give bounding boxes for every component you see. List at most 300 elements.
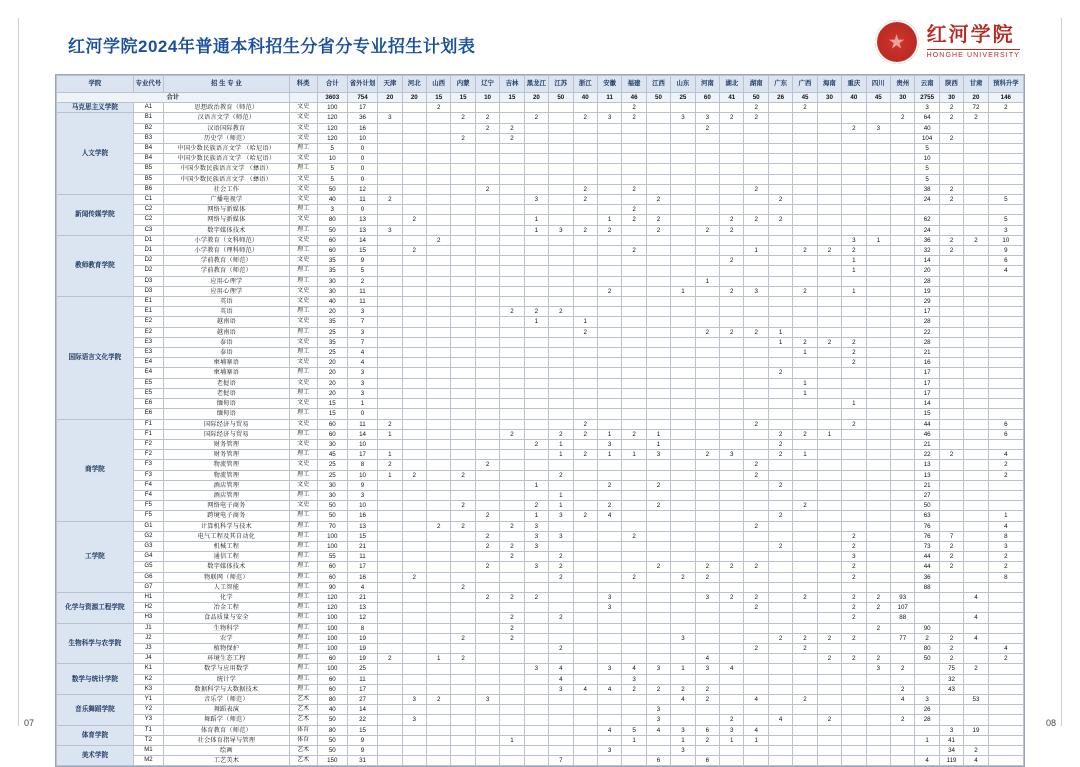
table-row bbox=[57, 674, 1024, 684]
province-quota-cell: 2 bbox=[402, 215, 426, 225]
province-quota-cell: 2 bbox=[842, 633, 866, 643]
total-cell: 2755 bbox=[915, 93, 939, 103]
province-quota-cell bbox=[768, 235, 792, 245]
province-quota-cell bbox=[597, 552, 621, 562]
province-quota-cell: 2 bbox=[475, 511, 499, 521]
province-quota-cell bbox=[817, 327, 841, 337]
province-quota-cell bbox=[793, 756, 817, 766]
major-code-cell: F3 bbox=[133, 470, 163, 480]
table-row bbox=[57, 511, 1024, 521]
total-plan-cell: 80 bbox=[317, 725, 347, 735]
province-quota-cell bbox=[671, 235, 695, 245]
province-quota-cell bbox=[866, 378, 890, 388]
province-quota-cell bbox=[646, 103, 670, 113]
province-quota-cell bbox=[622, 501, 646, 511]
province-quota-cell bbox=[842, 225, 866, 235]
province-quota-cell bbox=[524, 572, 548, 582]
province-quota-cell bbox=[988, 715, 1023, 725]
province-quota-cell bbox=[720, 378, 744, 388]
province-quota-cell bbox=[622, 368, 646, 378]
province-quota-cell bbox=[500, 174, 524, 184]
province-quota-cell bbox=[695, 603, 719, 613]
province-quota-cell: 2 bbox=[475, 592, 499, 602]
total-plan-cell: 100 bbox=[317, 633, 347, 643]
province-quota-cell bbox=[402, 225, 426, 235]
total-plan-cell: 120 bbox=[317, 133, 347, 143]
province-quota-cell bbox=[451, 144, 475, 154]
province-quota-cell bbox=[426, 480, 450, 490]
province-quota-cell: 2 bbox=[768, 215, 792, 225]
province-quota-cell bbox=[451, 746, 475, 756]
province-quota-cell bbox=[646, 327, 670, 337]
province-quota-cell bbox=[866, 399, 890, 409]
table-row bbox=[57, 746, 1024, 756]
province-quota-cell bbox=[817, 399, 841, 409]
province-quota-cell bbox=[378, 480, 402, 490]
table-column-header: 天津 bbox=[378, 76, 402, 93]
province-quota-cell bbox=[744, 715, 768, 725]
logo-name-en: HONGHE UNIVERSITY bbox=[926, 52, 1020, 60]
subject-category-cell: 文史 bbox=[289, 297, 317, 307]
province-quota-cell bbox=[866, 572, 890, 582]
total-plan-cell: 60 bbox=[317, 562, 347, 572]
province-quota-cell: 2 bbox=[695, 562, 719, 572]
province-quota-cell bbox=[646, 521, 670, 531]
total-plan-cell: 60 bbox=[317, 654, 347, 664]
province-quota-cell bbox=[524, 450, 548, 460]
province-quota-cell: 2 bbox=[451, 633, 475, 643]
subject-category-cell: 理工 bbox=[289, 582, 317, 592]
province-quota-cell bbox=[378, 541, 402, 551]
province-quota-cell bbox=[475, 399, 499, 409]
province-quota-cell bbox=[451, 511, 475, 521]
province-quota-cell: 2 bbox=[964, 235, 988, 245]
province-quota-cell bbox=[622, 490, 646, 500]
province-quota-cell: 2 bbox=[744, 603, 768, 613]
province-quota-cell: 2 bbox=[451, 521, 475, 531]
province-quota-cell bbox=[768, 184, 792, 194]
province-quota-cell bbox=[500, 164, 524, 174]
province-quota-cell bbox=[891, 103, 915, 113]
province-quota-cell: 2 bbox=[451, 654, 475, 664]
province-quota-cell bbox=[549, 154, 573, 164]
province-quota-cell bbox=[524, 613, 548, 623]
province-quota-cell bbox=[915, 664, 939, 674]
province-quota-cell bbox=[891, 276, 915, 286]
province-quota-cell: 3 bbox=[671, 725, 695, 735]
province-quota-cell bbox=[988, 297, 1023, 307]
major-code-cell: M1 bbox=[133, 746, 163, 756]
province-quota-cell: 2 bbox=[573, 429, 597, 439]
province-quota-cell bbox=[500, 674, 524, 684]
subject-category-cell: 理工 bbox=[289, 164, 317, 174]
total-cell: 45 bbox=[866, 93, 890, 103]
table-row bbox=[57, 348, 1024, 358]
province-quota-cell: 73 bbox=[915, 541, 939, 551]
out-of-province-plan-cell: 8 bbox=[347, 460, 377, 470]
province-quota-cell bbox=[378, 307, 402, 317]
major-code-cell: B4 bbox=[133, 144, 163, 154]
table-row bbox=[57, 562, 1024, 572]
province-quota-cell: 2 bbox=[842, 531, 866, 541]
province-quota-cell bbox=[891, 317, 915, 327]
province-quota-cell: 2 bbox=[646, 684, 670, 694]
province-quota-cell bbox=[524, 409, 548, 419]
major-name-cell: 泰语 bbox=[164, 348, 290, 358]
total-plan-cell: 30 bbox=[317, 286, 347, 296]
total-plan-cell: 120 bbox=[317, 603, 347, 613]
out-of-province-plan-cell: 11 bbox=[347, 195, 377, 205]
province-quota-cell: 34 bbox=[939, 746, 963, 756]
province-quota-cell bbox=[744, 746, 768, 756]
major-name-cell: 老挝语 bbox=[164, 378, 290, 388]
table-row bbox=[57, 399, 1024, 409]
total-cell: 46 bbox=[622, 93, 646, 103]
province-quota-cell bbox=[451, 368, 475, 378]
subject-category-cell: 理工 bbox=[289, 144, 317, 154]
subject-category-cell: 艺术 bbox=[289, 746, 317, 756]
province-quota-cell: 24 bbox=[915, 195, 939, 205]
province-quota-cell: 4 bbox=[964, 633, 988, 643]
major-code-cell: H3 bbox=[133, 613, 163, 623]
province-quota-cell bbox=[549, 715, 573, 725]
province-quota-cell bbox=[500, 470, 524, 480]
province-quota-cell bbox=[866, 582, 890, 592]
province-quota-cell: 2 bbox=[744, 643, 768, 653]
province-quota-cell bbox=[891, 521, 915, 531]
province-quota-cell: 44 bbox=[915, 562, 939, 572]
province-quota-cell bbox=[817, 154, 841, 164]
province-quota-cell: 2 bbox=[622, 246, 646, 256]
province-quota-cell bbox=[524, 674, 548, 684]
province-quota-cell bbox=[500, 582, 524, 592]
province-quota-cell bbox=[378, 399, 402, 409]
province-quota-cell: 1 bbox=[768, 337, 792, 347]
province-quota-cell bbox=[768, 613, 792, 623]
province-quota-cell: 1 bbox=[573, 317, 597, 327]
province-quota-cell bbox=[451, 756, 475, 766]
province-quota-cell: 2 bbox=[744, 470, 768, 480]
province-quota-cell bbox=[426, 409, 450, 419]
subject-category-cell: 理工 bbox=[289, 388, 317, 398]
major-name-cell: 数学与应用数学 bbox=[164, 664, 290, 674]
province-quota-cell: 3 bbox=[524, 541, 548, 551]
major-name-cell: 泰语 bbox=[164, 337, 290, 347]
major-code-cell: F3 bbox=[133, 460, 163, 470]
province-quota-cell bbox=[549, 358, 573, 368]
major-code-cell: E1 bbox=[133, 307, 163, 317]
province-quota-cell: 2 bbox=[549, 307, 573, 317]
province-quota-cell bbox=[720, 297, 744, 307]
province-quota-cell bbox=[573, 337, 597, 347]
province-quota-cell bbox=[939, 399, 963, 409]
out-of-province-plan-cell: 4 bbox=[347, 358, 377, 368]
province-quota-cell: 2 bbox=[744, 215, 768, 225]
province-quota-cell: 44 bbox=[915, 419, 939, 429]
province-quota-cell bbox=[842, 297, 866, 307]
province-quota-cell: 2 bbox=[500, 307, 524, 317]
province-quota-cell: 17 bbox=[915, 388, 939, 398]
province-quota-cell bbox=[939, 694, 963, 704]
province-quota-cell bbox=[524, 756, 548, 766]
province-quota-cell bbox=[939, 603, 963, 613]
province-quota-cell: 2 bbox=[573, 327, 597, 337]
total-plan-cell: 40 bbox=[317, 705, 347, 715]
province-quota-cell: 2 bbox=[622, 684, 646, 694]
province-quota-cell bbox=[695, 613, 719, 623]
province-quota-cell bbox=[964, 409, 988, 419]
province-quota-cell bbox=[451, 613, 475, 623]
college-name-cell: 新闻传媒学院 bbox=[57, 195, 134, 236]
province-quota-cell bbox=[720, 266, 744, 276]
province-quota-cell bbox=[964, 164, 988, 174]
province-quota-cell bbox=[768, 460, 792, 470]
subject-category-cell: 理工 bbox=[289, 572, 317, 582]
province-quota-cell bbox=[671, 429, 695, 439]
province-quota-cell: 2 bbox=[939, 184, 963, 194]
province-quota-cell bbox=[402, 450, 426, 460]
province-quota-cell bbox=[891, 368, 915, 378]
province-quota-cell bbox=[891, 419, 915, 429]
province-quota-cell bbox=[866, 144, 890, 154]
province-quota-cell bbox=[622, 460, 646, 470]
major-name-cell: 数字媒体技术 bbox=[164, 225, 290, 235]
province-quota-cell bbox=[964, 450, 988, 460]
province-quota-cell bbox=[549, 103, 573, 113]
province-quota-cell bbox=[842, 521, 866, 531]
province-quota-cell bbox=[695, 439, 719, 449]
province-quota-cell bbox=[402, 664, 426, 674]
subject-category-cell: 文史 bbox=[289, 256, 317, 266]
province-quota-cell: 2 bbox=[549, 552, 573, 562]
province-quota-cell bbox=[597, 572, 621, 582]
province-quota-cell: 88 bbox=[891, 613, 915, 623]
province-quota-cell bbox=[988, 664, 1023, 674]
province-quota-cell: 3 bbox=[646, 450, 670, 460]
province-quota-cell: 1 bbox=[597, 429, 621, 439]
out-of-province-plan-cell: 9 bbox=[347, 480, 377, 490]
province-quota-cell bbox=[573, 664, 597, 674]
province-quota-cell bbox=[842, 480, 866, 490]
province-quota-cell: 4 bbox=[915, 756, 939, 766]
province-quota-cell bbox=[768, 307, 792, 317]
subject-category-cell: 理工 bbox=[289, 429, 317, 439]
province-quota-cell bbox=[964, 582, 988, 592]
province-quota-cell: 9 bbox=[988, 246, 1023, 256]
province-quota-cell bbox=[793, 419, 817, 429]
province-quota-cell bbox=[964, 133, 988, 143]
province-quota-cell bbox=[475, 623, 499, 633]
province-quota-cell bbox=[475, 154, 499, 164]
province-quota-cell: 2 bbox=[842, 592, 866, 602]
province-quota-cell bbox=[378, 684, 402, 694]
province-quota-cell bbox=[475, 348, 499, 358]
province-quota-cell bbox=[964, 144, 988, 154]
province-quota-cell bbox=[817, 133, 841, 143]
table-column-header: 江西 bbox=[646, 76, 670, 93]
province-quota-cell bbox=[646, 674, 670, 684]
province-quota-cell bbox=[378, 694, 402, 704]
total-plan-cell: 120 bbox=[317, 123, 347, 133]
province-quota-cell bbox=[378, 603, 402, 613]
province-quota-cell: 3 bbox=[695, 113, 719, 123]
province-quota-cell bbox=[475, 439, 499, 449]
province-quota-cell bbox=[573, 399, 597, 409]
province-quota-cell: 21 bbox=[915, 439, 939, 449]
province-quota-cell bbox=[744, 297, 768, 307]
province-quota-cell bbox=[524, 348, 548, 358]
province-quota-cell: 2 bbox=[671, 684, 695, 694]
major-name-cell: 舞蹈学（师范） bbox=[164, 715, 290, 725]
province-quota-cell bbox=[720, 613, 744, 623]
table-row bbox=[57, 276, 1024, 286]
province-quota-cell bbox=[475, 603, 499, 613]
province-quota-cell bbox=[622, 235, 646, 245]
province-quota-cell bbox=[475, 164, 499, 174]
province-quota-cell bbox=[988, 439, 1023, 449]
province-quota-cell: 2 bbox=[549, 613, 573, 623]
province-quota-cell bbox=[768, 664, 792, 674]
table-column-header: 科类 bbox=[289, 76, 317, 93]
province-quota-cell bbox=[768, 694, 792, 704]
province-quota-cell: 2 bbox=[695, 684, 719, 694]
table-column-header: 甘肃 bbox=[964, 76, 988, 93]
province-quota-cell: 4 bbox=[695, 654, 719, 664]
province-quota-cell bbox=[646, 746, 670, 756]
province-quota-cell: 2 bbox=[695, 572, 719, 582]
province-quota-cell: 88 bbox=[915, 582, 939, 592]
total-plan-cell: 40 bbox=[317, 195, 347, 205]
province-quota-cell: 2 bbox=[988, 552, 1023, 562]
province-quota-cell bbox=[720, 501, 744, 511]
province-quota-cell bbox=[622, 378, 646, 388]
province-quota-cell bbox=[720, 184, 744, 194]
province-quota-cell: 2 bbox=[500, 592, 524, 602]
province-quota-cell bbox=[475, 429, 499, 439]
province-quota-cell bbox=[500, 348, 524, 358]
province-quota-cell bbox=[622, 388, 646, 398]
out-of-province-plan-cell: 1 bbox=[347, 399, 377, 409]
province-quota-cell bbox=[793, 654, 817, 664]
province-quota-cell bbox=[720, 521, 744, 531]
province-quota-cell bbox=[402, 317, 426, 327]
province-quota-cell bbox=[744, 664, 768, 674]
province-quota-cell bbox=[622, 511, 646, 521]
province-quota-cell: 2 bbox=[793, 337, 817, 347]
province-quota-cell bbox=[866, 694, 890, 704]
province-quota-cell bbox=[451, 205, 475, 215]
province-quota-cell: 5 bbox=[622, 725, 646, 735]
out-of-province-plan-cell: 12 bbox=[347, 184, 377, 194]
province-quota-cell: 2 bbox=[378, 419, 402, 429]
province-quota-cell bbox=[988, 623, 1023, 633]
province-quota-cell bbox=[549, 388, 573, 398]
province-quota-cell: 10 bbox=[988, 235, 1023, 245]
major-code-cell: F1 bbox=[133, 429, 163, 439]
major-code-cell: G6 bbox=[133, 572, 163, 582]
out-of-province-plan-cell: 17 bbox=[347, 684, 377, 694]
province-quota-cell bbox=[891, 725, 915, 735]
province-quota-cell: 2 bbox=[866, 603, 890, 613]
province-quota-cell bbox=[475, 297, 499, 307]
province-quota-cell bbox=[866, 613, 890, 623]
province-quota-cell bbox=[573, 439, 597, 449]
province-quota-cell bbox=[866, 225, 890, 235]
out-of-province-plan-cell: 17 bbox=[347, 103, 377, 113]
province-quota-cell bbox=[573, 286, 597, 296]
total-cell: 26 bbox=[768, 93, 792, 103]
province-quota-cell: 2 bbox=[964, 746, 988, 756]
province-quota-cell bbox=[866, 215, 890, 225]
province-quota-cell bbox=[524, 684, 548, 694]
province-quota-cell bbox=[671, 582, 695, 592]
total-plan-cell: 60 bbox=[317, 246, 347, 256]
province-quota-cell: 4 bbox=[597, 684, 621, 694]
province-quota-cell bbox=[597, 358, 621, 368]
province-quota-cell bbox=[720, 103, 744, 113]
province-quota-cell bbox=[451, 592, 475, 602]
province-quota-cell bbox=[817, 307, 841, 317]
province-quota-cell bbox=[402, 582, 426, 592]
province-quota-cell bbox=[964, 123, 988, 133]
total-plan-cell: 10 bbox=[317, 154, 347, 164]
province-quota-cell: 2 bbox=[646, 225, 670, 235]
total-plan-cell: 80 bbox=[317, 215, 347, 225]
province-quota-cell bbox=[671, 439, 695, 449]
province-quota-cell bbox=[451, 450, 475, 460]
table-column-header: 专业代号 bbox=[133, 76, 163, 93]
province-quota-cell: 2 bbox=[842, 613, 866, 623]
province-quota-cell bbox=[964, 429, 988, 439]
province-quota-cell bbox=[451, 541, 475, 551]
province-quota-cell bbox=[866, 409, 890, 419]
province-quota-cell bbox=[720, 419, 744, 429]
province-quota-cell bbox=[720, 388, 744, 398]
subject-category-cell: 理工 bbox=[289, 490, 317, 500]
province-quota-cell bbox=[768, 276, 792, 286]
total-cell: 30 bbox=[891, 93, 915, 103]
subject-category-cell: 理工 bbox=[289, 531, 317, 541]
province-quota-cell: 3 bbox=[915, 103, 939, 113]
province-quota-cell bbox=[402, 266, 426, 276]
table-row bbox=[57, 705, 1024, 715]
province-quota-cell bbox=[720, 654, 744, 664]
province-quota-cell bbox=[549, 113, 573, 123]
province-quota-cell bbox=[817, 521, 841, 531]
province-quota-cell bbox=[475, 246, 499, 256]
province-quota-cell bbox=[866, 511, 890, 521]
province-quota-cell bbox=[524, 388, 548, 398]
province-quota-cell bbox=[891, 582, 915, 592]
province-quota-cell bbox=[597, 582, 621, 592]
province-quota-cell bbox=[793, 133, 817, 143]
major-name-cell: 冶金工程 bbox=[164, 603, 290, 613]
major-code-cell: T1 bbox=[133, 725, 163, 735]
province-quota-cell: 2 bbox=[842, 654, 866, 664]
province-quota-cell bbox=[793, 613, 817, 623]
province-quota-cell: 2 bbox=[646, 501, 670, 511]
province-quota-cell bbox=[573, 123, 597, 133]
province-quota-cell bbox=[524, 286, 548, 296]
province-quota-cell bbox=[817, 348, 841, 358]
province-quota-cell bbox=[622, 694, 646, 704]
province-quota-cell bbox=[378, 715, 402, 725]
province-quota-cell: 107 bbox=[891, 603, 915, 613]
province-quota-cell bbox=[426, 450, 450, 460]
major-name-cell: 应用心理学 bbox=[164, 276, 290, 286]
province-quota-cell bbox=[964, 531, 988, 541]
table-row bbox=[57, 164, 1024, 174]
